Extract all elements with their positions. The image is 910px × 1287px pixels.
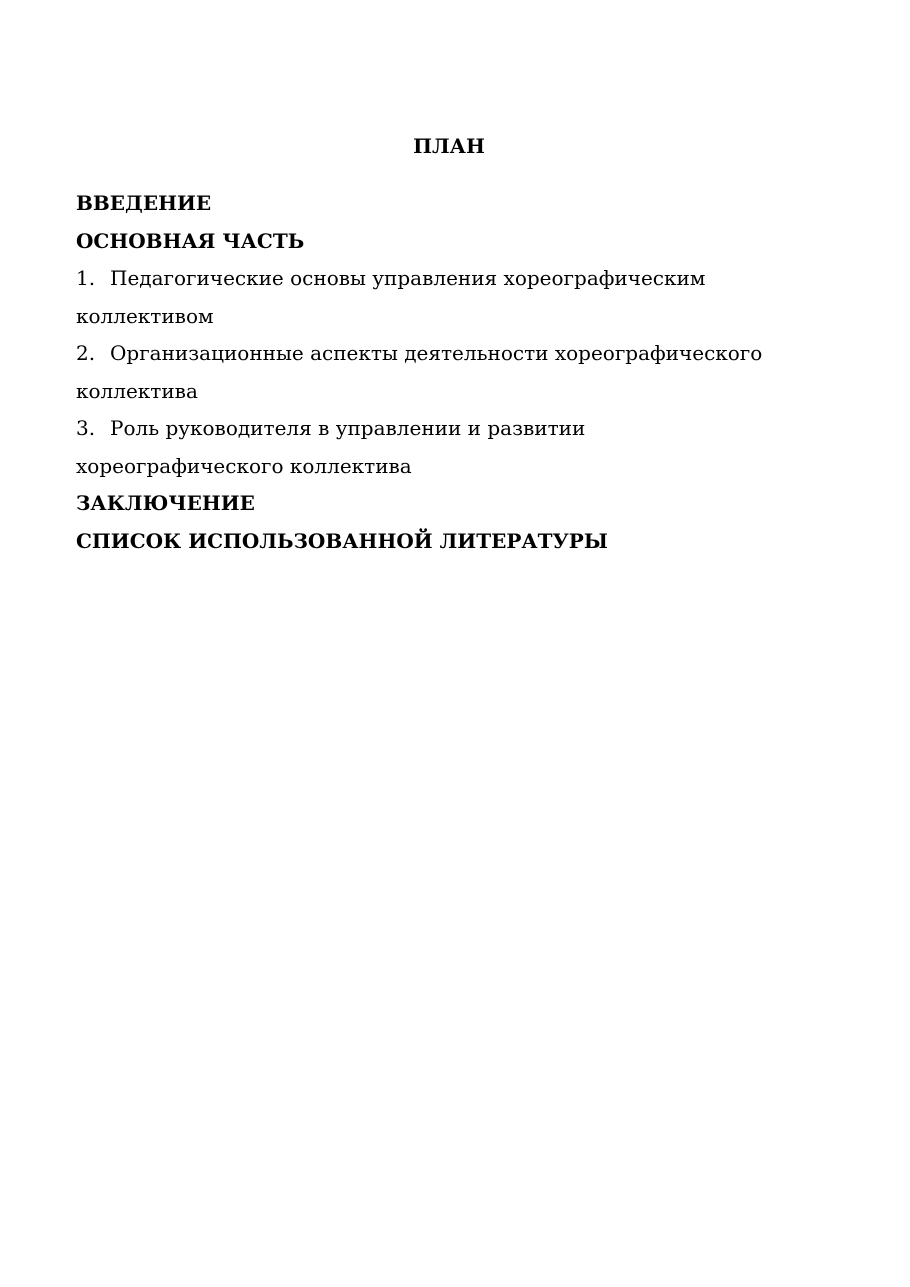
toc-section-text: Организационные аспекты деятельности хореографического — [110, 341, 763, 365]
toc-section-3-line2: хореографического коллектива — [76, 453, 412, 478]
toc-section-text: Роль руководителя в управлении и развитии — [110, 416, 586, 440]
toc-section-2-line2: коллектива — [76, 378, 198, 403]
toc-references: СПИСОК ИСПОЛЬЗОВАННОЙ ЛИТЕРАТУРЫ — [76, 528, 608, 553]
toc-section-1-line2: коллективом — [76, 303, 214, 328]
toc-section-3 — [76, 410, 836, 485]
toc-section-2 — [76, 335, 836, 410]
toc-section-3-line1 — [76, 410, 836, 448]
toc-introduction: ВВЕДЕНИЕ — [76, 191, 212, 215]
toc-conclusion: ЗАКЛЮЧЕНИЕ — [76, 491, 255, 515]
toc-main-part: ОСНОВНАЯ ЧАСТЬ — [76, 228, 305, 253]
page-title: ПЛАН — [413, 134, 485, 158]
toc-section-number: 2. — [76, 341, 96, 365]
toc-section-1-line1 — [76, 260, 836, 298]
toc-section-text: Педагогические основы управления хореографическим — [110, 266, 706, 290]
toc-section-number: 3. — [76, 416, 96, 440]
toc-section-2-line1 — [76, 335, 836, 373]
table-of-contents — [76, 185, 836, 560]
toc-section-1 — [76, 260, 836, 335]
toc-section-number: 1. — [76, 266, 96, 290]
